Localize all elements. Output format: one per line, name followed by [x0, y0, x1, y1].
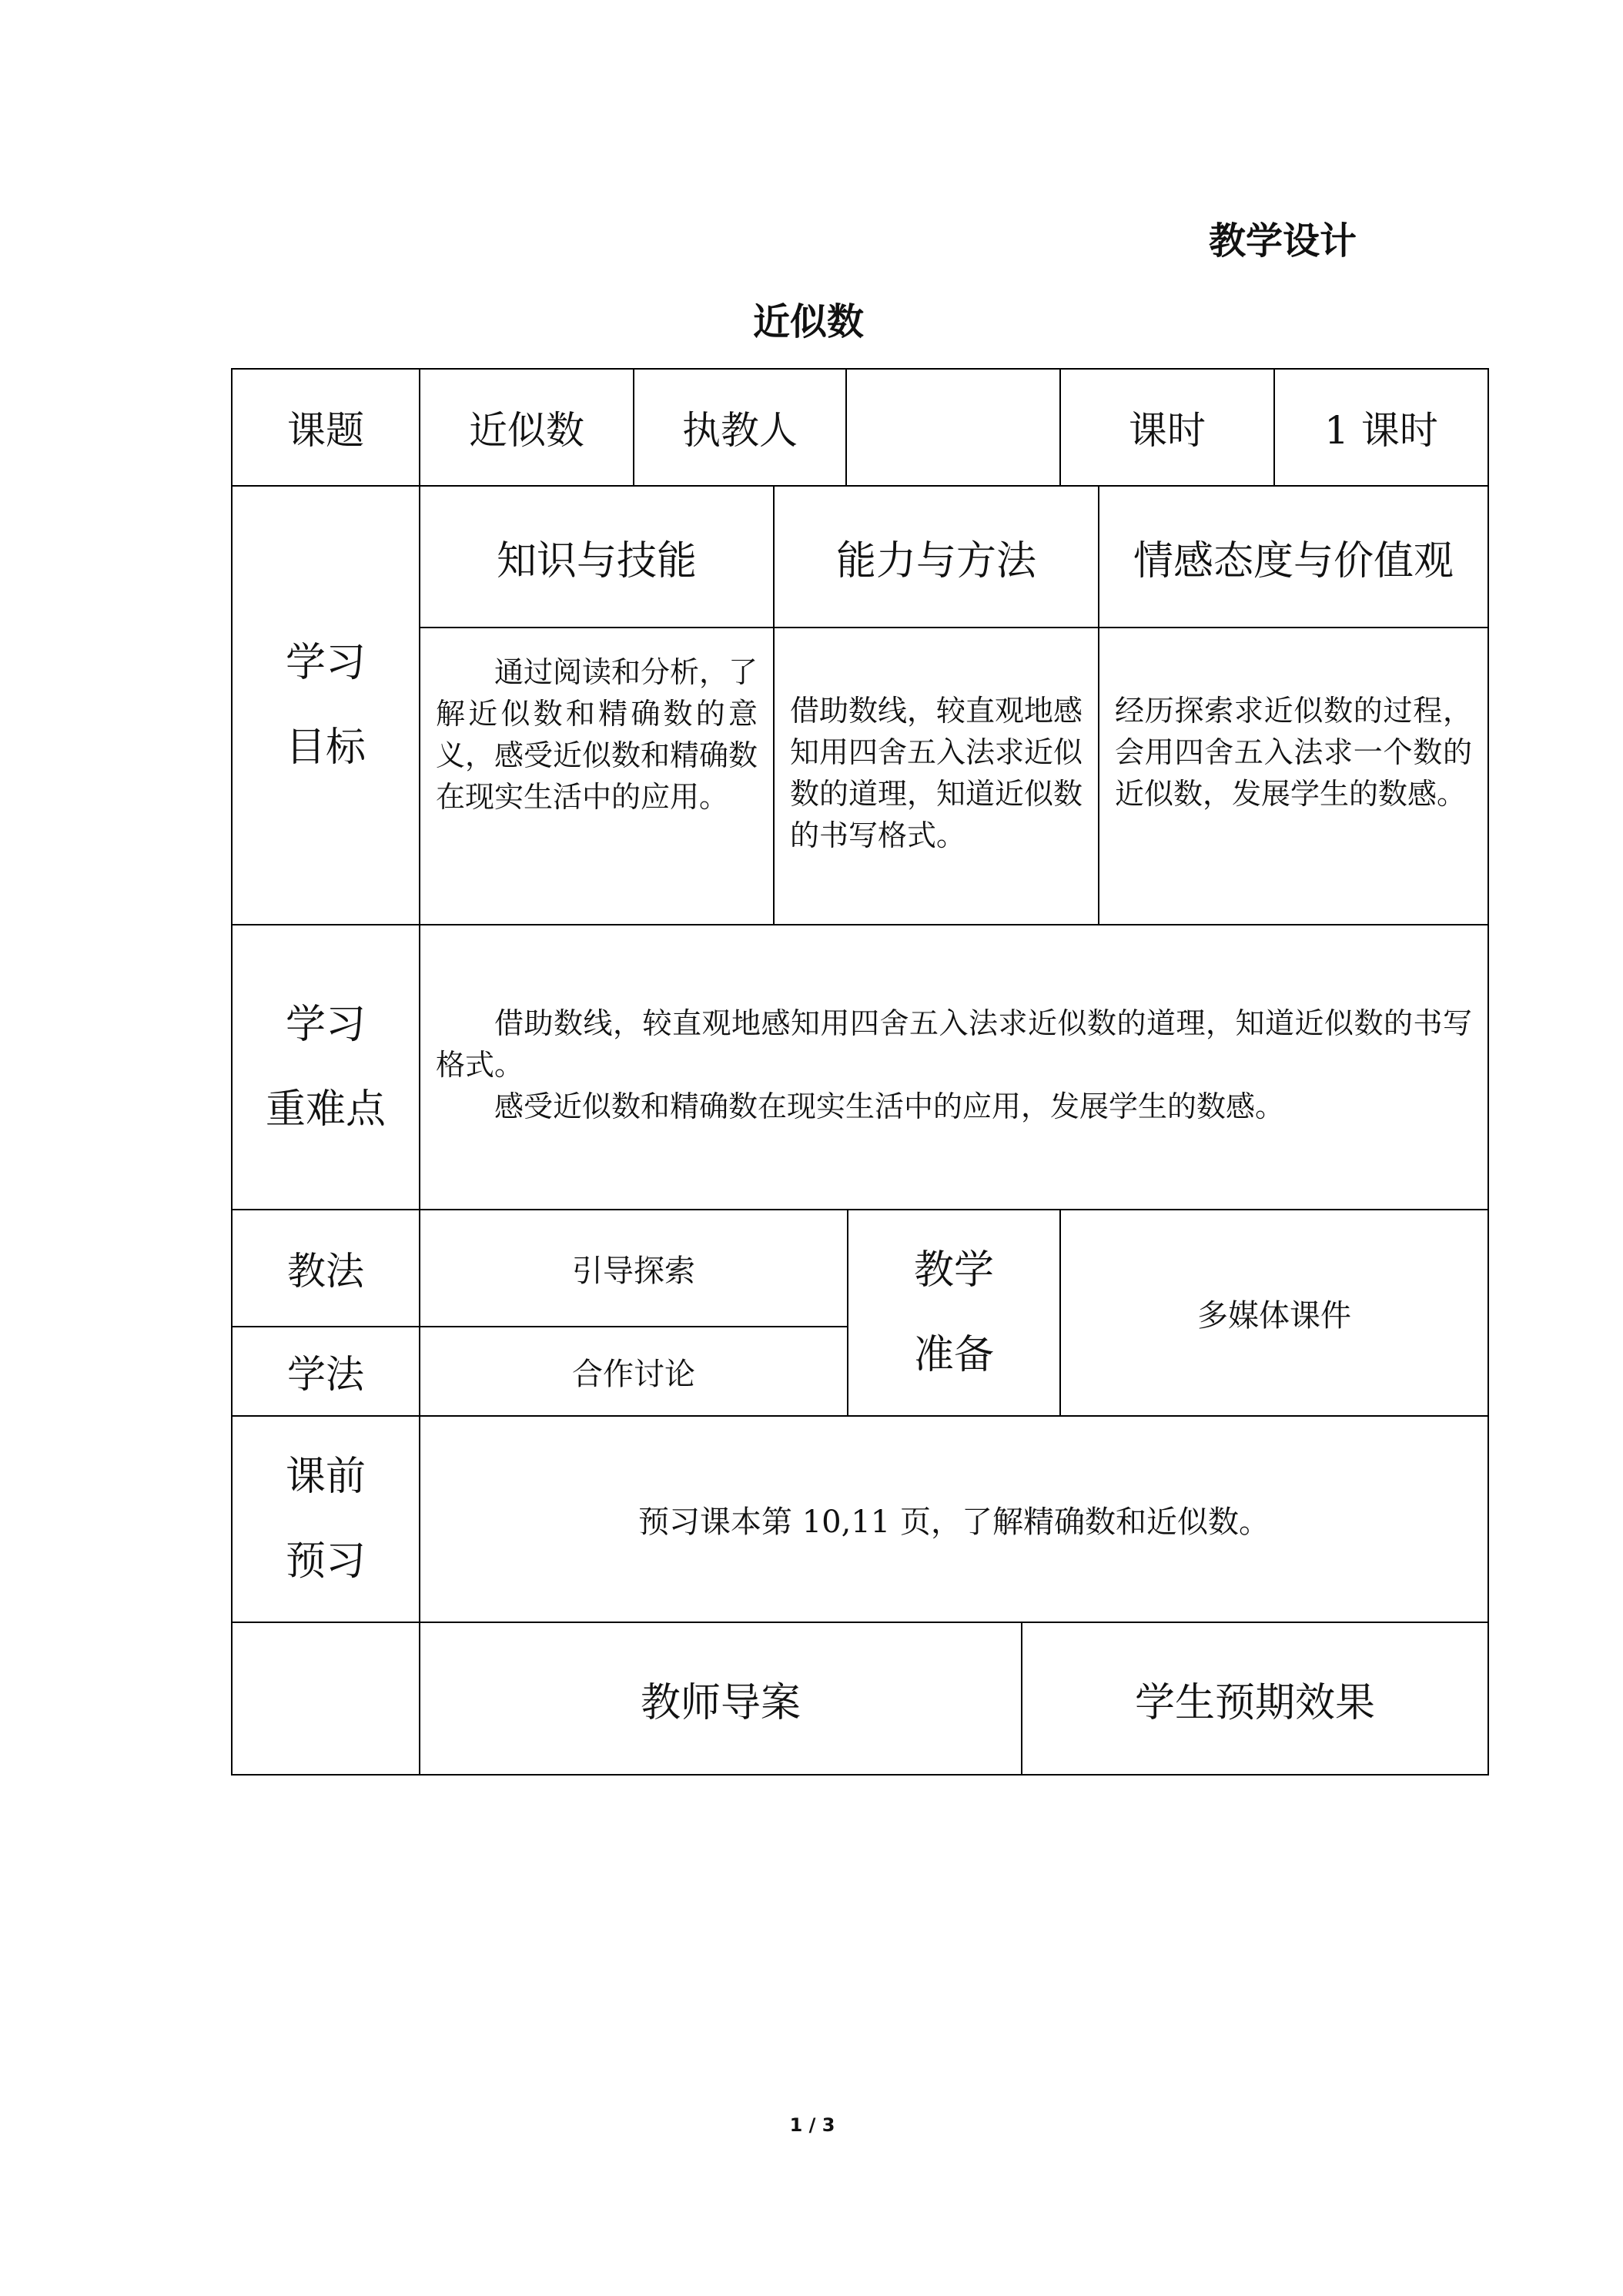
document-type-heading: 教学设计 — [1209, 219, 1357, 263]
preview-label-line1: 课前 — [285, 1454, 366, 1500]
key-points-label-line1: 学习 — [285, 1002, 366, 1048]
topic-value: 近似数 — [469, 408, 584, 453]
attitude-values-text: 经历探索求近似数的过程，会用四舍五入法求一个数的近似数，发展学生的数感。 — [1115, 694, 1472, 811]
learning-method-value-cell — [419, 1326, 848, 1417]
learning-method-value: 合作讨论 — [572, 1356, 695, 1392]
knowledge-skills-text-cell — [419, 627, 775, 925]
preparation-label-cell — [847, 1209, 1061, 1417]
objectives-label-line1: 学习 — [285, 640, 366, 686]
topic-value-cell — [419, 368, 634, 487]
preparation-value: 多媒体课件 — [1197, 1297, 1351, 1334]
key-points-text-cell — [419, 924, 1489, 1210]
preparation-label-line2: 准备 — [913, 1332, 994, 1378]
teacher-plan-header-cell — [419, 1622, 1022, 1776]
hours-label-cell — [1059, 368, 1275, 487]
key-points-label-cell — [231, 924, 420, 1210]
topic-label: 课题 — [287, 408, 364, 453]
preparation-value-cell — [1059, 1209, 1489, 1417]
hours-value-cell — [1273, 368, 1489, 487]
hours-value: 1 课时 — [1324, 408, 1438, 453]
knowledge-skills-header-cell — [419, 485, 775, 628]
plan-blank-cell — [231, 1622, 420, 1776]
teacher-label: 执教人 — [682, 408, 798, 453]
ability-method-header: 能力与方法 — [835, 537, 1036, 584]
key-points-paragraph-2: 感受近似数和精确数在现实生活中的应用，发展学生的数感。 — [494, 1089, 1285, 1123]
hours-label: 课时 — [1129, 408, 1206, 453]
teaching-method-value-cell — [419, 1209, 848, 1327]
key-points-paragraph-1: 借助数线，较直观地感知用四舍五入法求近似数的道理，知道近似数的书写格式。 — [436, 1006, 1472, 1082]
key-points-label-line2: 重难点 — [265, 1086, 386, 1133]
preview-label-cell — [231, 1415, 420, 1623]
objectives-label-line2: 目标 — [285, 725, 366, 771]
topic-label-cell — [231, 368, 420, 487]
attitude-values-text-cell — [1098, 627, 1489, 925]
ability-method-text: 借助数线，较直观地感知用四舍五入法求近似数的道理，知道近似数的书写格式。 — [790, 694, 1083, 852]
teaching-method-label-cell — [231, 1209, 420, 1327]
knowledge-skills-text: 通过阅读和分析，了解近似数和精确数的意义，感受近似数和精确数在现实生活中的应用。 — [436, 655, 758, 814]
teacher-label-cell — [633, 368, 847, 487]
attitude-values-header-cell — [1098, 485, 1489, 628]
ability-method-header-cell — [773, 485, 1099, 628]
objectives-label-cell — [231, 485, 420, 925]
student-effect-header: 学生预期效果 — [1134, 1679, 1375, 1726]
document-title: 近似数 — [752, 300, 864, 343]
preparation-label-line1: 教学 — [913, 1247, 994, 1294]
learning-method-label: 学法 — [287, 1352, 364, 1397]
student-effect-header-cell — [1021, 1622, 1489, 1776]
teaching-method-label: 教法 — [287, 1249, 364, 1294]
preview-text: 预习课本第 10,11 页，了解精确数和近似数。 — [638, 1504, 1270, 1540]
page-number: 1 / 3 — [789, 2114, 835, 2136]
teacher-plan-header: 教师导案 — [640, 1679, 801, 1726]
attitude-values-header: 情感态度与价值观 — [1133, 537, 1454, 584]
ability-method-text-cell — [773, 627, 1099, 925]
knowledge-skills-header: 知识与技能 — [496, 537, 697, 584]
teacher-value-cell — [845, 368, 1061, 487]
learning-method-label-cell — [231, 1326, 420, 1417]
teaching-method-value: 引导探索 — [572, 1253, 695, 1289]
preview-label-line2: 预习 — [285, 1538, 366, 1585]
preview-text-cell — [419, 1415, 1489, 1623]
